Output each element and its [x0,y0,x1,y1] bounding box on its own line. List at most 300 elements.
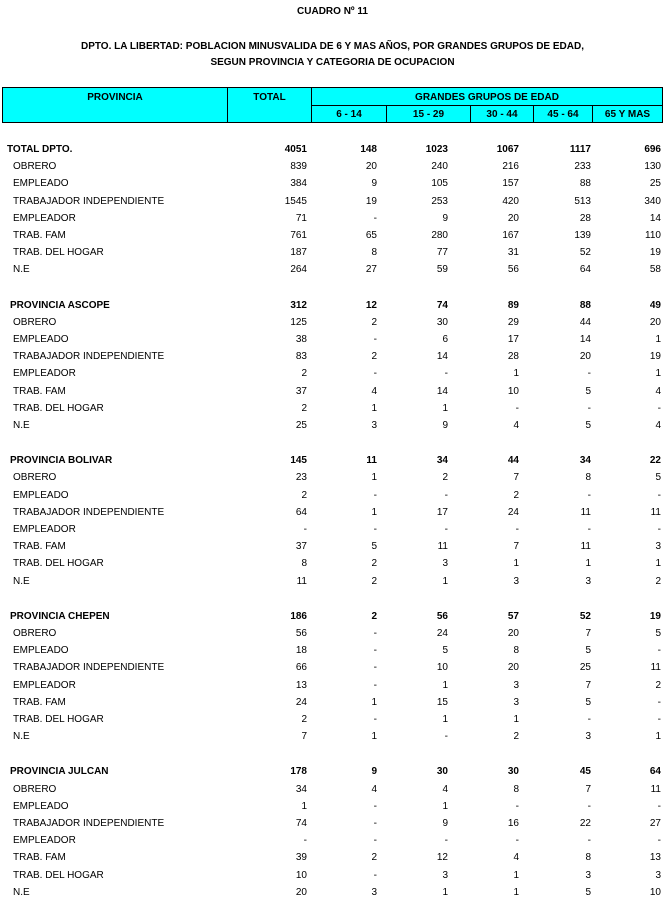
cell-value: - [373,645,377,657]
cell-value: - [657,696,661,708]
cell-value: 1067 [496,144,519,155]
cell-value: 8 [585,852,591,864]
cell-total: 2 [301,368,307,380]
cell-value: 7 [513,472,519,484]
cell-value: - [373,334,377,345]
cell-total: 34 [295,783,307,795]
cell-value: 2 [655,679,661,691]
cell-value: 57 [507,610,519,622]
table-row [0,884,665,901]
cell-value: 10 [507,385,519,397]
cell-value: 5 [585,420,591,431]
table-row [0,314,665,331]
cell-value: 1 [655,731,661,743]
cell-value: 64 [649,766,661,778]
cell-value: 130 [644,161,661,173]
header-provincia: PROVINCIA [87,92,143,103]
cell-value: 3 [585,731,591,743]
cell-total: 20 [295,886,307,898]
cell-total: 23 [295,472,307,484]
table-row [0,383,665,400]
cell-value: 59 [436,264,448,276]
cell-value: 29 [507,316,519,328]
cell-value: 19 [649,610,661,622]
cell-value: 1 [371,402,377,414]
cell-value: 56 [436,610,448,622]
cell-value: 74 [436,299,448,311]
cell-value: - [444,731,448,743]
cell-total: - [303,835,307,847]
cell-value: - [587,402,591,414]
cell-value: 3 [655,869,661,881]
cell-value: 1 [513,368,519,380]
table-row [0,625,665,642]
cell-value: 3 [585,575,591,587]
cell-value: 2 [371,351,377,363]
table-row [0,193,665,210]
cell-value: 2 [655,575,661,587]
cell-value: - [373,800,377,812]
table-row [0,400,665,417]
cell-total: 7 [301,731,307,743]
cell-value: - [657,489,661,501]
cell-value: - [444,489,448,501]
table-title-line1: DPTO. LA LIBERTAD: POBLACION MINUSVALIDA DE 6 Y MAS AÑOS, POR GRANDES GRUPOS DE EDAD, [80,41,584,52]
cell-total: 1 [301,800,307,812]
cell-value: 58 [649,264,661,276]
header-grandes-grupos: GRANDES GRUPOS DE EDAD [415,92,559,103]
cell-total: 18 [295,645,307,657]
cell-value: 88 [579,178,591,190]
cell-value: 7 [513,541,519,553]
cell-value: 7 [585,679,591,691]
table-row [0,365,665,382]
cell-value: 4 [371,783,377,795]
table-row [0,244,665,261]
cell-total: 2 [301,714,307,725]
cell-total: 25 [295,420,307,431]
cell-total: 761 [290,230,307,241]
table-row [0,158,665,175]
cell-value: - [373,835,377,847]
cell-value: 27 [365,264,377,276]
row-label: EMPLEADOR [13,835,76,847]
cell-value: 10 [649,886,661,898]
cell-value: 14 [579,334,591,345]
cell-value: - [587,368,591,380]
row-label: N.E [13,420,30,431]
row-label: EMPLEADO [13,645,69,657]
cell-value: 17 [507,334,519,345]
cell-value: 1 [371,506,377,518]
cell-total: 178 [290,766,307,778]
section-name: TOTAL DPTO. [7,144,73,155]
row-label: EMPLEADOR [13,368,76,380]
cell-value: 11 [650,783,661,795]
cell-total: 37 [295,385,307,397]
cell-value: 34 [436,455,448,467]
cell-value: 1 [442,575,448,587]
cell-value: 340 [644,195,661,207]
cell-value: - [587,714,591,725]
cell-value: 44 [579,316,591,328]
cell-value: 157 [502,178,519,190]
cell-value: 167 [502,230,519,241]
cell-value: 19 [649,247,661,259]
cell-value: - [373,212,377,224]
cell-value: - [373,714,377,725]
cell-value: - [657,714,661,725]
table-row [0,487,665,504]
section-total-row [0,608,665,625]
cell-value: 20 [507,662,519,674]
cell-value: 11 [366,455,377,467]
cell-total: 37 [295,541,307,553]
cell-value: 216 [502,161,519,173]
section-name: PROVINCIA JULCAN [10,766,109,778]
table-row [0,573,665,590]
header-age-45-64: 45 - 64 [547,109,579,120]
cell-value: 19 [365,195,377,207]
cell-value: 3 [655,541,661,553]
row-label: TRABAJADOR INDEPENDIENTE [13,818,165,829]
cell-value: 11 [580,506,591,518]
cell-total: 1545 [284,195,307,207]
cell-value: 77 [436,247,448,259]
row-label: TRAB. DEL HOGAR [13,869,104,881]
cell-value: 20 [579,351,591,363]
cell-value: 5 [442,645,448,657]
section-total-row [0,452,665,469]
cell-value: 1 [655,334,661,345]
cell-value: 240 [431,161,448,173]
table-row [0,642,665,659]
cell-value: 27 [649,818,661,829]
cell-value: 105 [431,178,448,190]
table-row [0,694,665,711]
row-label: TRAB. DEL HOGAR [13,714,104,725]
cell-value: 5 [585,385,591,397]
cell-value: - [657,800,661,812]
cell-value: 4 [513,420,519,431]
cell-value: 4 [655,385,661,397]
cell-value: 139 [574,230,591,241]
cell-value: 34 [579,455,591,467]
cell-value: 17 [436,506,448,518]
cell-value: 65 [365,230,377,241]
cell-value: 1 [585,558,591,570]
cell-value: 30 [507,766,519,778]
cell-value: 5 [655,628,661,639]
section-total-row [0,763,665,780]
row-label: TRAB. FAM [13,696,66,708]
cell-value: 19 [649,351,661,363]
cell-value: 5 [371,541,377,553]
cell-value: - [444,835,448,847]
header-age-15-29: 15 - 29 [412,109,445,120]
cell-value: 1 [513,886,519,898]
cell-value: 22 [579,818,591,829]
row-label: EMPLEADO [13,489,69,501]
cell-value: 20 [365,161,377,173]
cell-value: 1 [371,472,377,484]
cell-value: 9 [371,178,377,190]
cell-value: 2 [371,610,377,622]
cell-value: - [373,679,377,691]
cell-value: - [587,835,591,847]
cell-value: 14 [436,385,448,397]
row-label: OBRERO [13,472,57,484]
cell-value: 9 [442,212,448,224]
cell-value: 280 [431,230,448,241]
cell-value: 24 [507,506,519,518]
cell-value: 12 [436,852,448,864]
cell-value: - [587,800,591,812]
cell-total: 10 [295,869,307,881]
cell-value: 20 [507,212,519,224]
cell-value: 24 [436,628,448,639]
cell-value: - [515,524,519,535]
cell-value: 2 [371,575,377,587]
cell-value: 6 [442,334,448,345]
cell-value: 3 [371,420,377,431]
table-row [0,677,665,694]
table-row [0,175,665,192]
cell-total: 71 [295,212,307,224]
row-label: OBRERO [13,628,57,639]
row-label: EMPLEADOR [13,212,76,224]
cell-value: 8 [513,783,519,795]
cell-total: 8 [301,558,307,570]
cell-value: 2 [371,316,377,328]
table-row [0,521,665,538]
cell-value: 31 [507,247,519,259]
cell-total: 125 [290,316,307,328]
cell-value: 22 [649,455,661,467]
header-age-65-y-mas: 65 Y MAS [604,109,651,120]
table-row [0,659,665,676]
table-row [0,469,665,486]
row-label: N.E [13,575,30,587]
row-label: TRAB. FAM [13,852,66,864]
cell-value: 2 [513,489,519,501]
cell-total: 39 [295,852,307,864]
row-label: TRAB. DEL HOGAR [13,247,104,259]
row-label: TRABAJADOR INDEPENDIENTE [13,351,165,363]
table-row [0,798,665,815]
table-row [0,815,665,832]
row-label: TRAB. FAM [13,541,66,553]
row-label: OBRERO [13,161,57,173]
table-row [0,227,665,244]
table-row [0,210,665,227]
cell-value: 11 [650,506,661,518]
cell-total: 4051 [284,144,307,155]
cell-total: 66 [295,662,307,674]
cell-value: 11 [580,541,591,553]
row-label: TRABAJADOR INDEPENDIENTE [13,506,165,518]
table-number: CUADRO Nº 11 [297,6,368,17]
cell-value: 3 [585,869,591,881]
cell-value: 52 [579,247,591,259]
cell-value: 5 [585,886,591,898]
cell-total: 13 [295,679,307,691]
row-label: N.E [13,731,30,743]
table-row [0,781,665,798]
cell-value: 110 [645,230,661,241]
cell-value: 30 [436,766,448,778]
cell-value: 1 [513,869,519,881]
cell-total: 74 [295,818,307,829]
cell-total: 83 [295,351,307,363]
cell-value: 1 [442,679,448,691]
cell-value: 44 [507,455,519,467]
cell-value: 30 [436,316,448,328]
table-row [0,504,665,521]
cell-total: 64 [295,506,307,518]
cell-value: 28 [579,212,591,224]
table-row [0,832,665,849]
cell-value: 13 [649,852,661,864]
header-age-30-44: 30 - 44 [486,109,518,120]
cell-value: 20 [649,316,661,328]
cell-total: 312 [290,299,307,311]
cell-total: 145 [290,455,307,467]
cell-value: 513 [574,195,591,207]
cell-value: 49 [649,299,661,311]
cell-value: 3 [513,696,519,708]
row-label: TRABAJADOR INDEPENDIENTE [13,195,165,207]
cell-value: 1 [442,886,448,898]
cell-value: 11 [650,662,661,674]
table-row [0,261,665,278]
cell-value: 7 [585,783,591,795]
cell-value: 3 [442,558,448,570]
section-total-row [0,297,665,314]
cell-value: - [373,489,377,501]
cell-value: 8 [513,645,519,657]
cell-value: 1 [513,714,519,725]
section-name: PROVINCIA CHEPEN [10,610,110,622]
cell-total: 264 [290,264,307,276]
row-label: TRAB. DEL HOGAR [13,558,104,570]
cell-value: - [515,402,519,414]
cell-total: 2 [301,489,307,501]
cell-value: 1 [442,402,448,414]
row-label: TRABAJADOR INDEPENDIENTE [13,662,165,674]
cell-value: 5 [655,472,661,484]
cell-value: - [373,869,377,881]
cell-value: 9 [371,766,377,778]
cell-value: 5 [585,645,591,657]
cell-value: - [657,835,661,847]
cell-value: 3 [442,869,448,881]
cell-value: 9 [442,818,448,829]
row-label: EMPLEADO [13,178,69,190]
cell-value: 1117 [569,144,591,155]
cell-value: - [515,800,519,812]
cell-value: 1 [442,800,448,812]
cell-value: 25 [579,662,591,674]
cell-value: 696 [644,144,661,155]
cell-value: 3 [513,575,519,587]
cell-value: 25 [649,178,661,190]
row-label: N.E [13,886,30,898]
cell-total: 56 [295,628,307,639]
table-row [0,849,665,866]
cell-value: 52 [579,610,591,622]
cell-total: 384 [290,178,307,190]
cell-value: 1023 [425,144,448,155]
cell-value: 1 [513,558,519,570]
cell-value: - [587,524,591,535]
cell-value: 9 [442,420,448,431]
cell-total: 186 [290,610,307,622]
table-row [0,417,665,434]
section-name: PROVINCIA BOLIVAR [10,455,113,467]
section-name: PROVINCIA ASCOPE [10,299,110,311]
row-label: EMPLEADOR [13,524,76,535]
cell-value: - [373,662,377,674]
cell-value: 88 [579,299,591,311]
row-label: OBRERO [13,783,57,795]
cell-value: - [657,402,661,414]
cell-value: 3 [371,886,377,898]
cell-value: 64 [579,264,591,276]
cell-value: 45 [579,766,591,778]
cell-total: 24 [295,696,307,708]
cell-value: 15 [436,696,448,708]
cell-total: 839 [290,161,307,173]
cell-value: 4 [513,852,519,864]
cell-value: 11 [437,541,448,553]
cell-value: - [373,818,377,829]
row-label: EMPLEADO [13,334,69,345]
cell-value: 4 [442,783,448,795]
row-label: OBRERO [13,316,57,328]
cell-value: - [373,628,377,639]
table-row [0,538,665,555]
cell-value: 148 [360,144,377,155]
cell-value: 14 [436,351,448,363]
table-title-line2: SEGUN PROVINCIA Y CATEGORIA DE OCUPACION [210,57,455,68]
cell-value: - [444,368,448,380]
cell-value: 1 [442,714,448,725]
cell-value: 1 [371,731,377,743]
cell-value: 1 [371,696,377,708]
cell-value: 4 [371,385,377,397]
cell-value: 2 [371,558,377,570]
cell-value: 7 [585,628,591,639]
table-row [0,555,665,572]
cell-total: 2 [301,402,307,414]
cell-value: 233 [574,161,591,173]
cell-value: 2 [371,852,377,864]
cell-value: - [657,645,661,657]
cell-value: 10 [436,662,448,674]
cell-value: - [657,524,661,535]
cell-value: 12 [365,299,377,311]
cell-value: 89 [507,299,519,311]
cell-total: - [303,524,307,535]
row-label: EMPLEADOR [13,679,76,691]
cell-value: 8 [371,247,377,259]
cell-value: 1 [655,368,661,380]
cell-value: 28 [507,351,519,363]
cell-value: 14 [649,212,661,224]
cell-value: 1 [655,558,661,570]
cell-value: 253 [431,195,448,207]
